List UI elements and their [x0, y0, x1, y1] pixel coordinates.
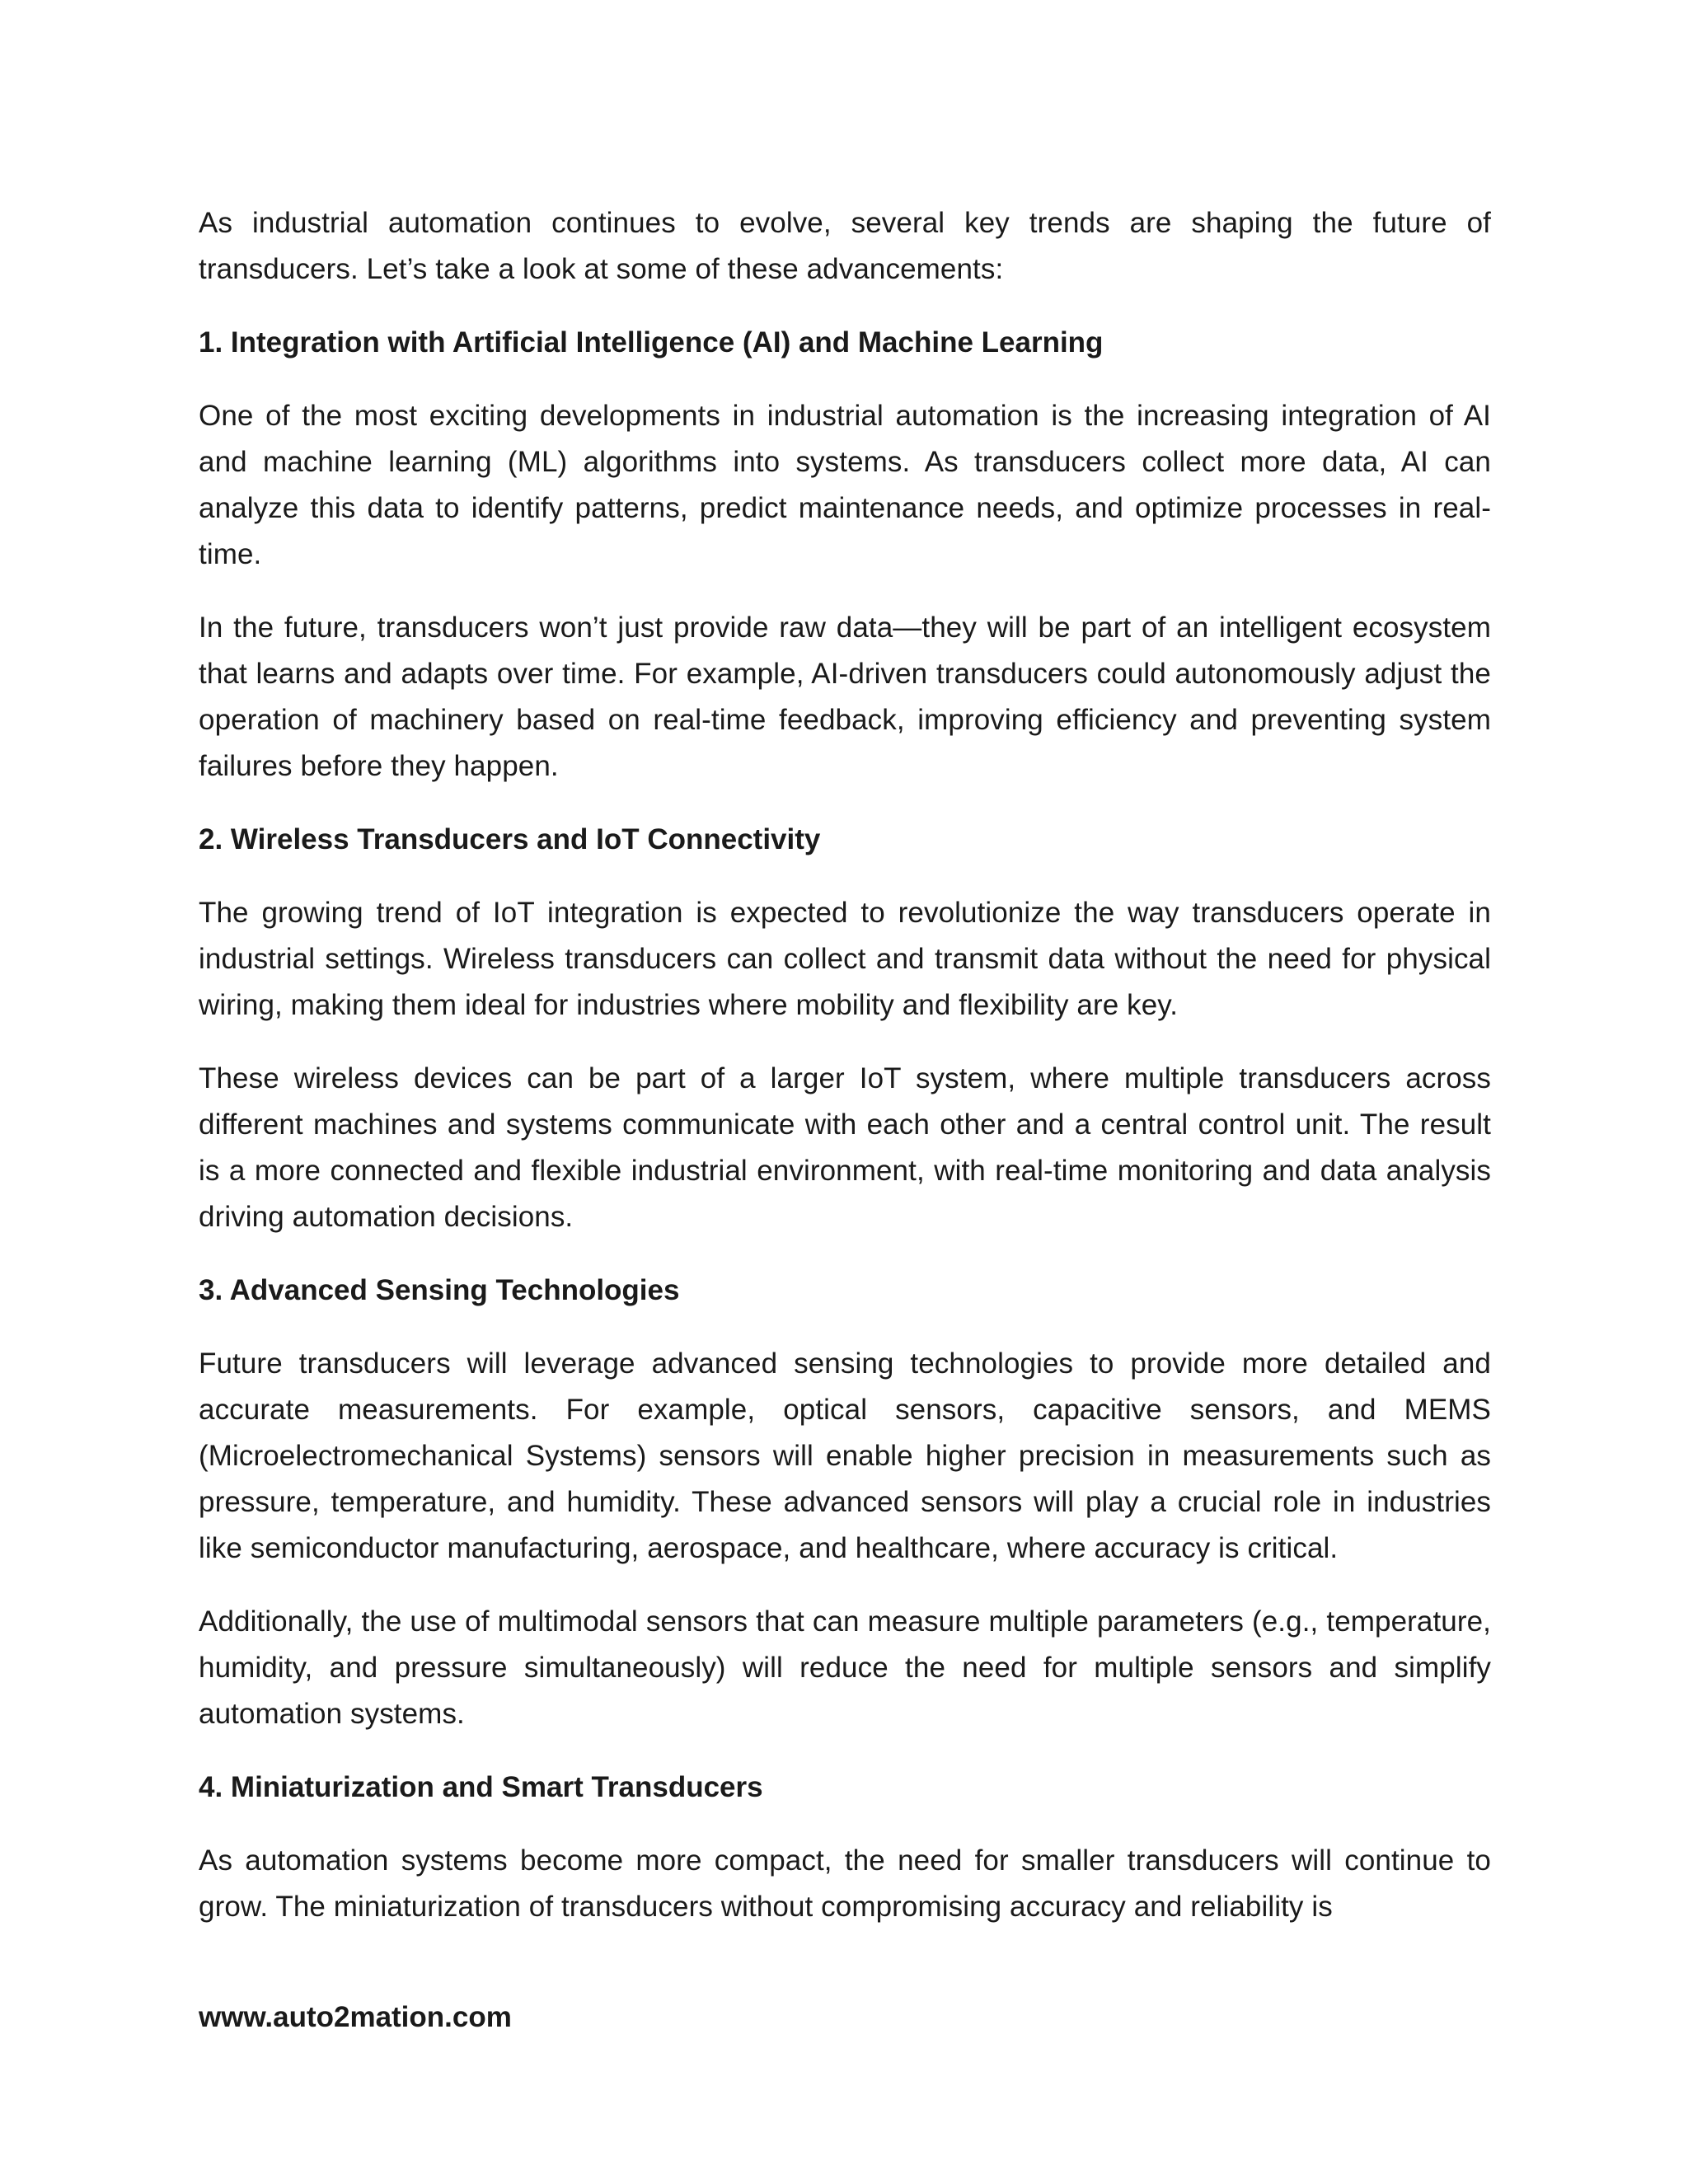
article-body	[199, 200, 1491, 1957]
footer-website-url: www.auto2mation.com	[199, 2001, 512, 2033]
section-1-paragraph-1: One of the most exciting developments in industrial automation is the increasing integration of AI and machine learning (ML) algorithms into systems. As transducers collect more data, AI can analyze this data to identify patterns, predict maintenance needs, and optimize processes in real-time.	[199, 400, 1491, 570]
section-2-paragraph-2: These wireless devices can be part of a larger IoT system, where multiple transducers across different machines and systems communicate with each other and a central control unit. The result is a more connected and flexible industrial environment, with real-time monitoring and data analysis driving automation decisions.	[199, 1062, 1491, 1233]
section-4-heading: 4. Miniaturization and Smart Transducers	[199, 1771, 763, 1803]
section-1-paragraph-2: In the future, transducers won’t just provide raw data—they will be part of an intelligent ecosystem that learns and adapts over time. For example, AI-driven transducers could autonomously adjust the operation of machinery based on real-time feedback, improving efficiency and preventing system failures before they happen.	[199, 612, 1491, 782]
section-2-paragraph-1: The growing trend of IoT integration is expected to revolutionize the way transducers operate in industrial settings. Wireless transducers can collect and transmit data without the need for physical wiring, making them ideal for industries where mobility and flexibility are key.	[199, 897, 1491, 1021]
section-3-heading: 3. Advanced Sensing Technologies	[199, 1274, 680, 1306]
section-4-paragraph-1: As automation systems become more compact, the need for smaller transducers will continue to grow. The miniaturization of transducers without compromising accuracy and reliability is	[199, 1844, 1491, 1923]
intro-paragraph: As industrial automation continues to evolve, several key trends are shaping the future of transducers. Let’s take a look at some of these advancements:	[199, 207, 1491, 285]
section-3-paragraph-2: Additionally, the use of multimodal sensors that can measure multiple parameters (e.g., temperature, humidity, and pressure simultaneously) will reduce the need for multiple sensors and simplify automation systems.	[199, 1605, 1491, 1730]
section-1-heading: 1. Integration with Artificial Intelligence (AI) and Machine Learning	[199, 326, 1104, 359]
section-2-heading: 2. Wireless Transducers and IoT Connectivity	[199, 823, 821, 855]
section-3-paragraph-1: Future transducers will leverage advanced sensing technologies to provide more detailed and accurate measurements. For example, optical sensors, capacitive sensors, and MEMS (Microelectromechanical Systems) sensors will enable higher precision in measurements such as pressure, temperature, and humidity. These advanced sensors will play a crucial role in industries like semiconductor manufacturing, aerospace, and healthcare, where accuracy is critical.	[199, 1347, 1491, 1564]
